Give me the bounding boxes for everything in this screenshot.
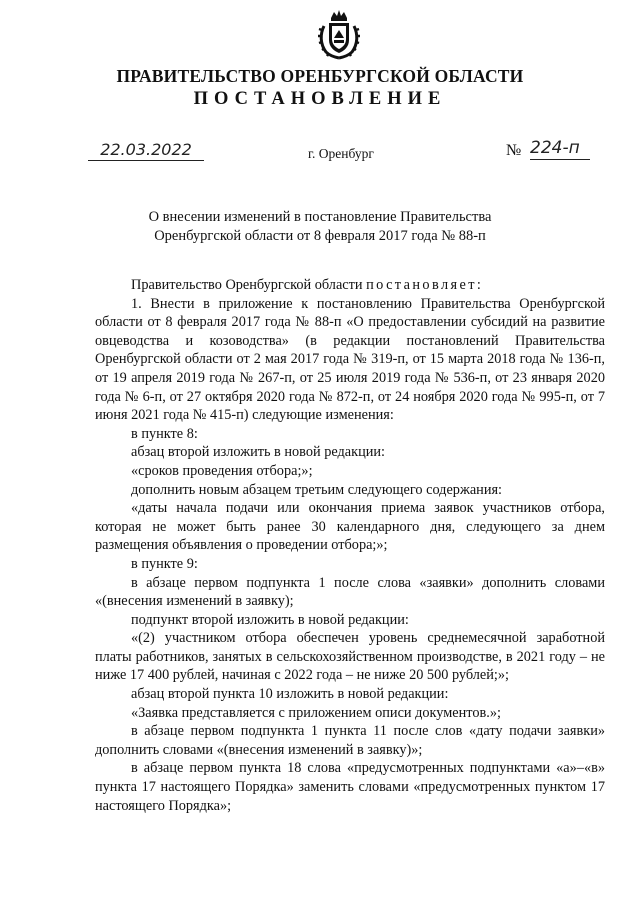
- subject-line-1: О внесении изменений в постановление Правительства: [148, 209, 492, 225]
- document-number: 224-п: [530, 138, 590, 160]
- body-paragraph: в абзаце первом подпункта 1 после слова «заявки» дополнить словами «(внесения изменений в заявку);: [95, 574, 605, 610]
- body-paragraph: «даты начала подачи или окончания приема заявок участников отбора, которая не может быть ранее 30 календарного дня, следующего за днем размещения объявления о проведении отбора;»;: [95, 500, 605, 554]
- document-city: г. Оренбург: [308, 146, 374, 161]
- body-paragraph: дополнить новым абзацем третьим следующего содержания:: [131, 481, 503, 498]
- document-subject: [0, 208, 640, 246]
- intro-resolves: постановляет:: [366, 277, 484, 293]
- number-label: №: [506, 142, 522, 159]
- body-paragraph: «(2) участником отбора обеспечен уровень среднемесячной заработной платы работников, занятых в сельскохозяйственном производстве, в 2021 году – не ниже 17 400 рублей, начиная с 2022 года – не ниже 20 500 рублей;»;: [95, 630, 605, 684]
- body-paragraph: 1. Внести в приложение к постановлению Правительства Оренбургской области от 8 февраля 2017 года № 88-п «О предоставлении субсидий на развитие овцеводства и козоводства» (в редакции постановлений Правительства Оренбургской области от 2 мая 2017 года № 319-п, от 15 марта 2018 года № 136-п, от 19 апреля 2019 года № 267-п, от 25 июля 2019 года № 536-п, от 23 января 2020 года № 6-п, от 27 октября 2020 года № 872-п, от 24 ноября 2020 года № 995-п, от 7 июня 2021 года № 415-п) следующие изменения:: [95, 295, 605, 424]
- government-title: ПРАВИТЕЛЬСТВО ОРЕНБУРГСКОЙ ОБЛАСТИ: [116, 66, 524, 86]
- body-paragraph: «Заявка представляется с приложением описи документов.»;: [131, 704, 501, 721]
- body-paragraph: в абзаце первом пункта 18 слова «предусмотренных подпунктами «а»–«в» пункта 17 настоящего Порядка» заменить словами «предусмотренных пунктом 17 настоящего Порядка»;: [95, 760, 605, 814]
- body-paragraph: подпункт второй изложить в новой редакции:: [131, 611, 409, 628]
- body-paragraph: абзац второй пункта 10 изложить в новой редакции:: [131, 686, 449, 703]
- body-paragraph: в пункте 9:: [131, 555, 198, 572]
- body-paragraph: абзац второй изложить в новой редакции:: [131, 444, 386, 461]
- document-type-heading: ПОСТАНОВЛЕНИЕ: [193, 89, 447, 109]
- body-paragraph: в абзаце первом подпункта 1 пункта 11 после слов «дату подачи заявки» дополнить словами «(внесения изменений в заявку)»;: [95, 723, 605, 758]
- body-paragraph: в пункте 8:: [131, 425, 198, 442]
- body-paragraph: «сроков проведения отбора;»;: [131, 462, 313, 479]
- intro-paragraph: [95, 276, 605, 295]
- coat-of-arms-emblem-icon: [316, 8, 362, 62]
- intro-prefix: Правительство Оренбургской области: [131, 277, 367, 293]
- subject-line-2: Оренбургской области от 8 февраля 2017 года № 88-п: [154, 228, 486, 244]
- document-date: 22.03.2022: [88, 140, 204, 161]
- document-body: [95, 276, 605, 815]
